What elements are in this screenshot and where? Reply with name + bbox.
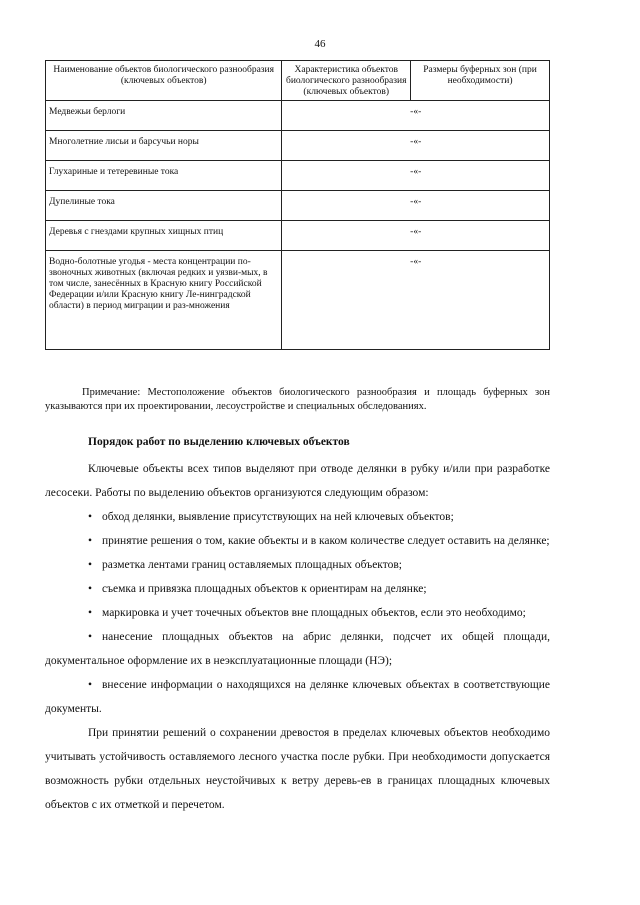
row-name: Водно-болотные угодья - места концентрации по-звоночных животных (включая редких и уязви-мых, в том числе, занесённых в Красную книгу Российской Федерации и/или Красную книгу Ле-нинградской области) в период миграции и раз-множения — [46, 251, 282, 350]
header-buffer-zone-size: Размеры буферных зон (при необходимости) — [411, 61, 550, 101]
list-item — [45, 673, 550, 721]
row-ditto-mark: -«- — [282, 131, 550, 161]
list-item-text: разметка лентами границ оставляемых площадных объектов; — [102, 559, 402, 571]
bullet-icon: • — [88, 583, 93, 595]
list-item-text: нанесение площадных объектов на абрис делянки, подсчет их общей площади, документальное оформление их в неэксплуатационные площади (НЭ); — [45, 631, 550, 667]
row-ditto-mark: -«- — [282, 251, 550, 350]
row-name: Глухариные и тетеревиные тока — [46, 161, 282, 191]
list-item-text: внесение информации о находящихся на делянке ключевых объектах в соответствующие документы. — [45, 679, 550, 715]
section-title: Порядок работ по выделению ключевых объектов — [88, 436, 350, 448]
header-object-name: Наименование объектов биологического разнообразия (ключевых объектов) — [46, 61, 282, 101]
list-item — [45, 505, 550, 529]
table-row — [46, 251, 550, 350]
list-item-text: принятие решения о том, какие объекты и в каком количестве следует оставить на делянке; — [102, 535, 550, 547]
row-name: Деревья с гнездами крупных хищных птиц — [46, 221, 282, 251]
row-ditto-mark: -«- — [282, 161, 550, 191]
row-name: Медвежьи берлоги — [46, 101, 282, 131]
list-item-text: съемка и привязка площадных объектов к ориентирам на делянке; — [102, 583, 427, 595]
table-row — [46, 161, 550, 191]
biodiversity-objects-table — [45, 60, 550, 350]
list-item — [45, 601, 550, 625]
closing-paragraph: При принятии решений о сохранении древостоя в пределах ключевых объектов необходимо учитывать устойчивость оставляемого лесного участка после рубки. При необходимости допускается возможность рубки отдельных неустойчивых к ветру деревь-ев в границах площадных ключевых объектов с их отметкой и перечетом. — [45, 727, 550, 811]
list-item — [45, 529, 550, 553]
header-object-characteristic: Характеристика объектов биологического разнообразия (ключевых объектов) — [282, 61, 411, 101]
body-text — [45, 457, 550, 817]
table-row — [46, 191, 550, 221]
bullet-icon: • — [88, 607, 93, 619]
list-item-text: маркировка и учет точечных объектов вне площадных объектов, если это необходимо; — [102, 607, 526, 619]
row-name: Многолетние лисьи и барсучьи норы — [46, 131, 282, 161]
bullet-icon: • — [88, 511, 93, 523]
bullet-icon: • — [88, 535, 93, 547]
list-item — [45, 625, 550, 673]
row-ditto-mark: -«- — [282, 101, 550, 131]
table-header-row — [46, 61, 550, 101]
table-note: Примечание: Местоположение объектов биологического разнообразия и площадь буферных зон указываются при их проектировании, лесоустройстве и специальных обследованиях. — [45, 387, 550, 412]
row-ditto-mark: -«- — [282, 191, 550, 221]
table-row — [46, 221, 550, 251]
table-row — [46, 131, 550, 161]
intro-paragraph: Ключевые объекты всех типов выделяют при отводе делянки в рубку и/или при разработке лесосеки. Работы по выделению объектов организуются следующим образом: — [45, 463, 550, 499]
list-item — [45, 553, 550, 577]
page-number: 46 — [314, 38, 326, 50]
list-item-text: обход делянки, выявление присутствующих на ней ключевых объектов; — [102, 511, 454, 523]
row-name: Дупелиные тока — [46, 191, 282, 221]
bullet-icon: • — [88, 631, 93, 643]
bullet-icon: • — [88, 559, 93, 571]
bullet-icon: • — [88, 679, 93, 691]
table-row — [46, 101, 550, 131]
list-item — [45, 577, 550, 601]
row-ditto-mark: -«- — [282, 221, 550, 251]
